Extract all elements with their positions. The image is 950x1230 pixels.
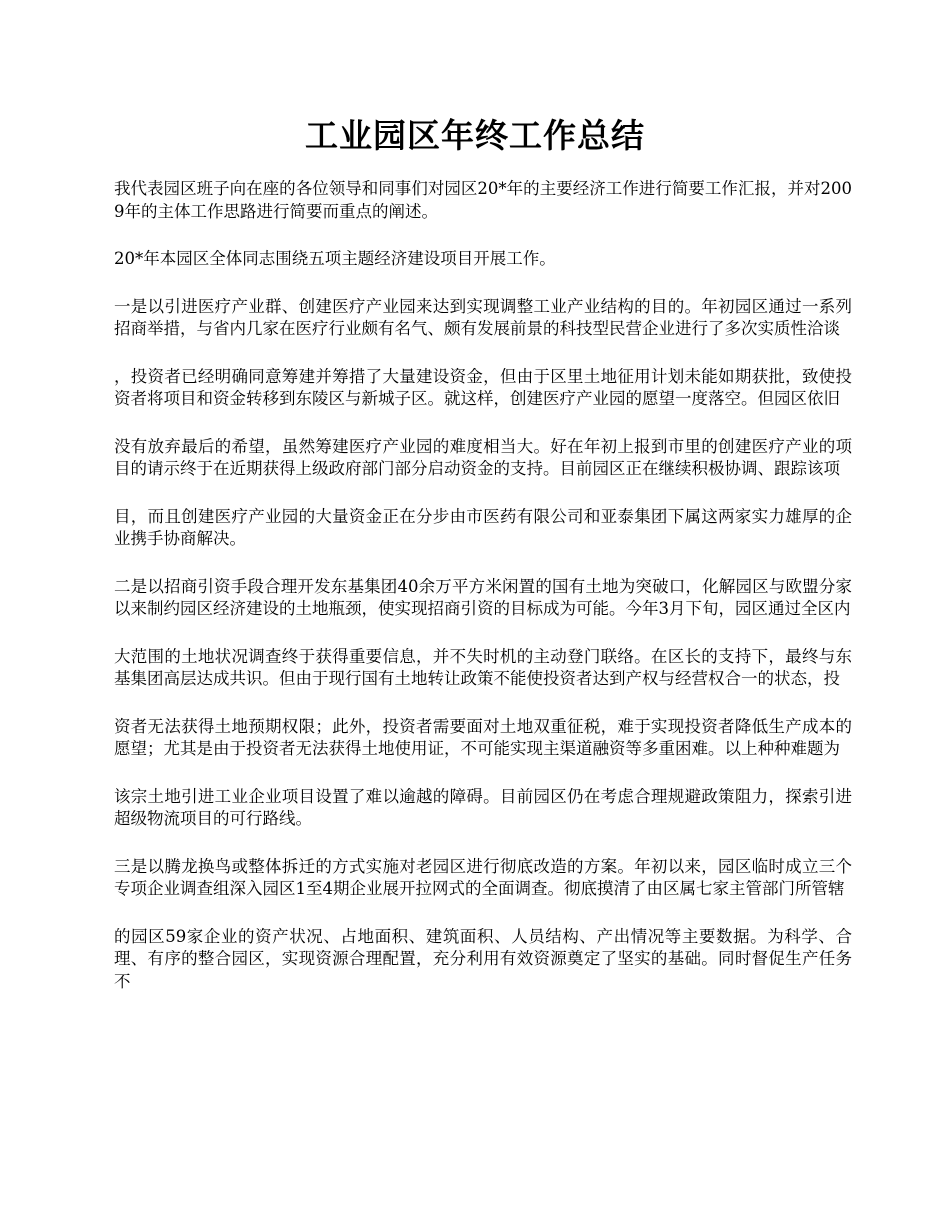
- paragraph-7: 二是以招商引资手段合理开发东基集团40余万平方米闲置的国有土地为突破口，化解园区与欧盟分家以来制约园区经济建设的土地瓶颈，使实现招商引资的目标成为可能。今年3月下旬，园区通过全区内: [114, 576, 852, 618]
- paragraph-5: 没有放弃最后的希望，虽然筹建医疗产业园的难度相当大。好在年初上报到市里的创建医疗产业的项目的请示终于在近期获得上级政府部门部分启动资金的支持。目前园区正在继续积极协调、跟踪该项: [114, 436, 852, 478]
- paragraph-9: 资者无法获得土地预期权限；此外，投资者需要面对土地双重征税，难于实现投资者降低生产成本的愿望；尤其是由于投资者无法获得土地使用证，不可能实现主渠道融资等多重困难。以上种种难题为: [114, 716, 852, 758]
- paragraph-3: 一是以引进医疗产业群、创建医疗产业园来达到实现调整工业产业结构的目的。年初园区通过一系列招商举措，与省内几家在医疗行业颇有名气、颇有发展前景的科技型民营企业进行了多次实质性洽谈: [114, 296, 852, 338]
- paragraph-1: 我代表园区班子向在座的各位领导和同事们对园区20*年的主要经济工作进行简要工作汇报，并对2009年的主体工作思路进行简要而重点的阐述。: [114, 179, 852, 221]
- paragraph-11: 三是以腾龙换鸟或整体拆迁的方式实施对老园区进行彻底改造的方案。年初以来，园区临时成立三个专项企业调查组深入园区1至4期企业展开拉网式的全面调查。彻底摸清了由区属七家主管部门所管辖: [114, 856, 852, 898]
- paragraph-10: 该宗土地引进工业企业项目设置了难以逾越的障碍。目前园区仍在考虑合理规避政策阻力，探索引进超级物流项目的可行路线。: [114, 786, 852, 828]
- paragraph-6: 目，而且创建医疗产业园的大量资金正在分步由市医药有限公司和亚泰集团下属这两家实力雄厚的企业携手协商解决。: [114, 506, 852, 548]
- document-title: 工业园区年终工作总结: [305, 116, 645, 155]
- paragraph-4: ，投资者已经明确同意筹建并筹措了大量建设资金，但由于区里土地征用计划未能如期获批，致使投资者将项目和资金转移到东陵区与新城子区。就这样，创建医疗产业园的愿望一度落空。但园区依旧: [114, 366, 852, 408]
- paragraph-8: 大范围的土地状况调查终于获得重要信息，并不失时机的主动登门联络。在区长的支持下，最终与东基集团高层达成共识。但由于现行国有土地转让政策不能使投资者达到产权与经营权合一的状态，投: [114, 646, 852, 688]
- document-body: [114, 178, 852, 1018]
- paragraph-12: 的园区59家企业的资产状况、占地面积、建筑面积、人员结构、产出情况等主要数据。为科学、合理、有序的整合园区，实现资源合理配置，充分利用有效资源奠定了坚实的基础。同时督促生产任务不: [114, 926, 852, 991]
- paragraph-2: 20*年本园区全体同志围绕五项主题经济建设项目开展工作。: [114, 249, 556, 268]
